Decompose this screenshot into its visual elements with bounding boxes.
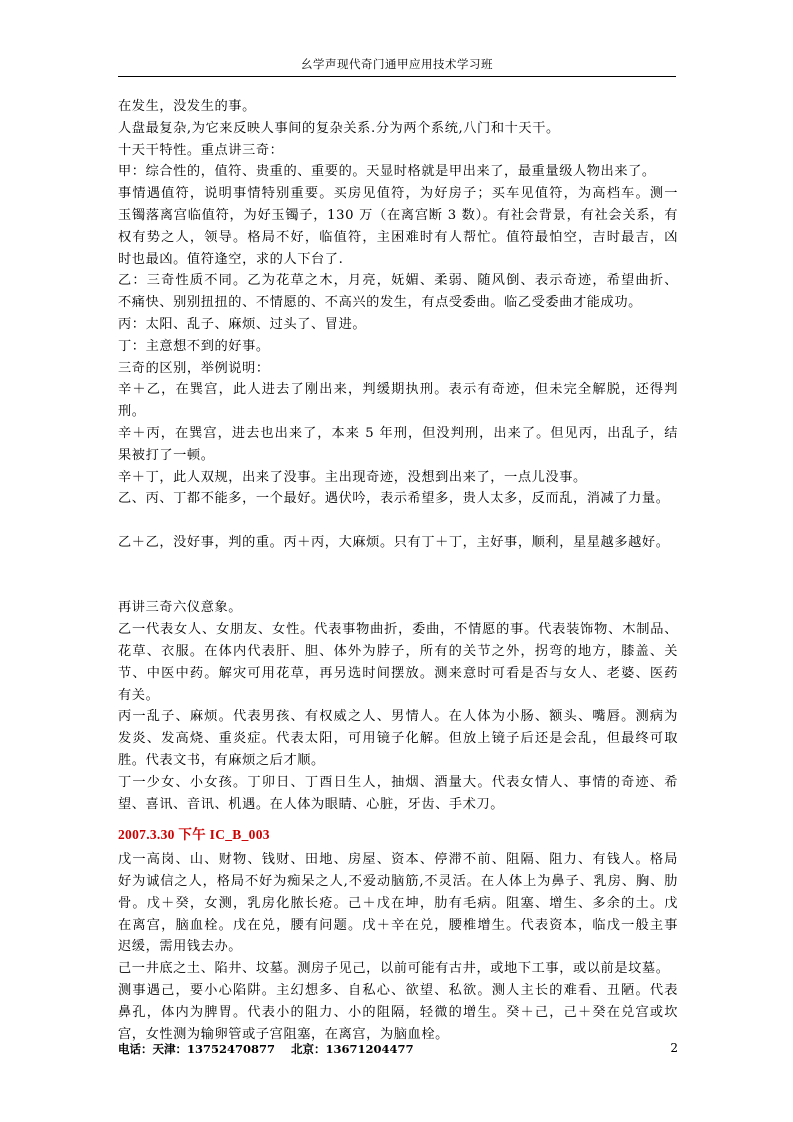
text-line: 有关。 [118,687,160,703]
text-line: 人盘最复杂,为它来反映人事间的复杂关系.分为两个系统,八门和十天干。 [118,120,560,136]
blank-line [118,554,678,576]
text-line: 戊一高岗、山、财物、钱财、田地、房屋、资本、停滞不前、阻隔、阻力、有钱人。格局 [118,852,678,868]
text-line: 丙：太阳、乱子、麻烦、过头了、冒进。 [118,316,367,332]
text-line: 辛＋丁，此人双规，出来了没事。主出现奇迹，没想到出来了，一点儿没事。 [118,469,587,485]
text-line: 在发生，没发生的事。 [118,99,256,114]
text-line: 时也最凶。值符逢空，求的人下台了. [118,251,344,267]
footer-beijing-number: 13671204477 [325,1042,414,1056]
text-line: 宫，女性测为输卵管或子宫阻塞，在离宫，为脑血栓。 [118,1026,449,1042]
text-line: 胜。代表文书，有麻烦之后才顺。 [118,752,325,768]
text-line: 在离宫，脑血栓。戊在兑，腰有问题。戊＋辛在兑，腰椎增生。代表资本，临戊一般主事 [118,917,678,933]
page-header [118,52,676,77]
text-line: 辛＋乙，在巽宫，此人进去了刚出来，判缓期执刑。表示有奇迹，但未完全解脱，还得判 [118,382,678,398]
document-body [118,96,678,1045]
text-line: 乙＋乙，没好事，判的重。丙＋丙，大麻烦。只有丁＋丁，主好事，顺利，星星越多越好。 [118,534,670,550]
text-line: 刑。 [118,404,146,420]
text-line: 果被打了一顿。 [118,447,215,463]
text-line: 不痛快、别别扭扭的、不情愿的、不高兴的发生，有点受委曲。临乙受委曲才能成功。 [118,295,642,311]
text-line: 甲：综合性的，值符、贵重的、重要的。天显时格就是甲出来了，最重量级人物出来了。 [118,164,656,180]
text-line: 乙、丙、丁都不能多，一个最好。遇伏吟，表示希望多，贵人太多，反而乱，消减了力量。 [118,491,670,507]
footer-beijing-label: 北京： [291,1042,326,1056]
text-block-3 [118,597,678,815]
header-title: 幺学声现代奇门通甲应用技术学习班 [301,57,493,71]
text-line: 望、喜讯、音讯、机遇。在人体为眼睛、心脏，牙齿、手术刀。 [118,796,505,812]
text-line: 乙一代表女人、女朋友、女性。代表事物曲折，委曲，不情愿的事。代表装饰物、木制品、 [118,622,678,638]
text-line: 三奇的区别，举例说明： [118,360,270,376]
text-line: 权有势之人，领导。格局不好，临值符，主困难时有人帮忙。值符最怕空，吉时最吉，凶 [118,229,678,245]
text-line: 己一井底之土、陷井、坟墓。测房子见己，以前可能有古井，或地下工事，或以前是坟墓。 [118,961,670,977]
text-line: 鼻孔，体内为脾胃。代表小的阻力、小的阻隔，轻微的增生。癸＋己，己＋癸在兑宫或坎 [118,1004,678,1020]
page-footer [118,1041,678,1059]
text-line: 骨。戊＋癸，女测，乳房化脓长疮。己＋戊在坤，肋有毛病。阻塞、增生、多余的土。戊 [118,895,678,911]
text-line: 辛＋丙，在巽宫，进去也出来了，本来 5 年刑，但没判刑，出来了。但见丙，出乱子，结 [118,425,678,441]
text-line: 再讲三奇六仪意象。 [118,600,243,616]
blank-line [118,510,678,532]
text-line: 事情遇值符，说明事情特别重要。买房见值符，为好房子；买车见值符，为高档车。测一 [118,186,678,202]
text-block-2 [118,532,678,554]
text-line: 丁一少女、小女孩。丁卯日、丁酉日生人，抽烟、酒量大。代表女情人、事情的奇迹、希 [118,774,678,790]
text-line: 花草、衣服。在体内代表肝、胆、体外为脖子，所有的关节之外，拐弯的地方，膝盖、关 [118,643,678,659]
text-line: 迟缓，需用钱去办。 [118,939,243,955]
text-line: 丙一乱子、麻烦。代表男孩、有权威之人、男情人。在人体为小肠、额头、嘴唇。测病为 [118,709,678,725]
text-line: 乙：三奇性质不同。乙为花草之木，月亮，妩媚、柔弱、随风倒、表示奇迹，希望曲折、 [118,273,678,289]
footer-contact [118,1041,414,1057]
text-block-1 [118,96,678,510]
text-line: 玉镯落离宫临值符，为好玉镯子，130 万（在离宫断 3 数）。有社会背景，有社会关系，有 [118,207,678,223]
footer-tianjin-number: 13752470877 [187,1042,276,1056]
text-line: 十天干特性。重点讲三奇： [118,142,284,158]
text-line: 发炎、发高烧、重炎症。代表太阳，可用镜子化解。但放上镜子后还是会乱，但最终可取 [118,731,678,747]
text-line: 丁：主意想不到的好事。 [118,338,270,354]
blank-line [118,576,678,598]
page-number: 2 [670,1041,678,1055]
text-block-4 [118,849,678,1045]
text-line: 好为诚信之人，格局不好为痴呆之人,不爱动脑筋,不灵活。在人体上为鼻子、乳房、胸、肋 [118,874,678,890]
text-line: 节、中医中药。解灾可用花草，再另选时间摆放。测来意时可看是否与女人、老婆、医药 [118,665,678,681]
text-line: 测事遇己，要小心陷阱。主幻想多、自私心、欲望、私欲。测人主长的难看、丑陋。代表 [118,983,678,999]
footer-phone-label: 电话：天津： [118,1042,187,1056]
section-heading: 2007.3.30 下午 IC_B_003 [118,827,270,843]
